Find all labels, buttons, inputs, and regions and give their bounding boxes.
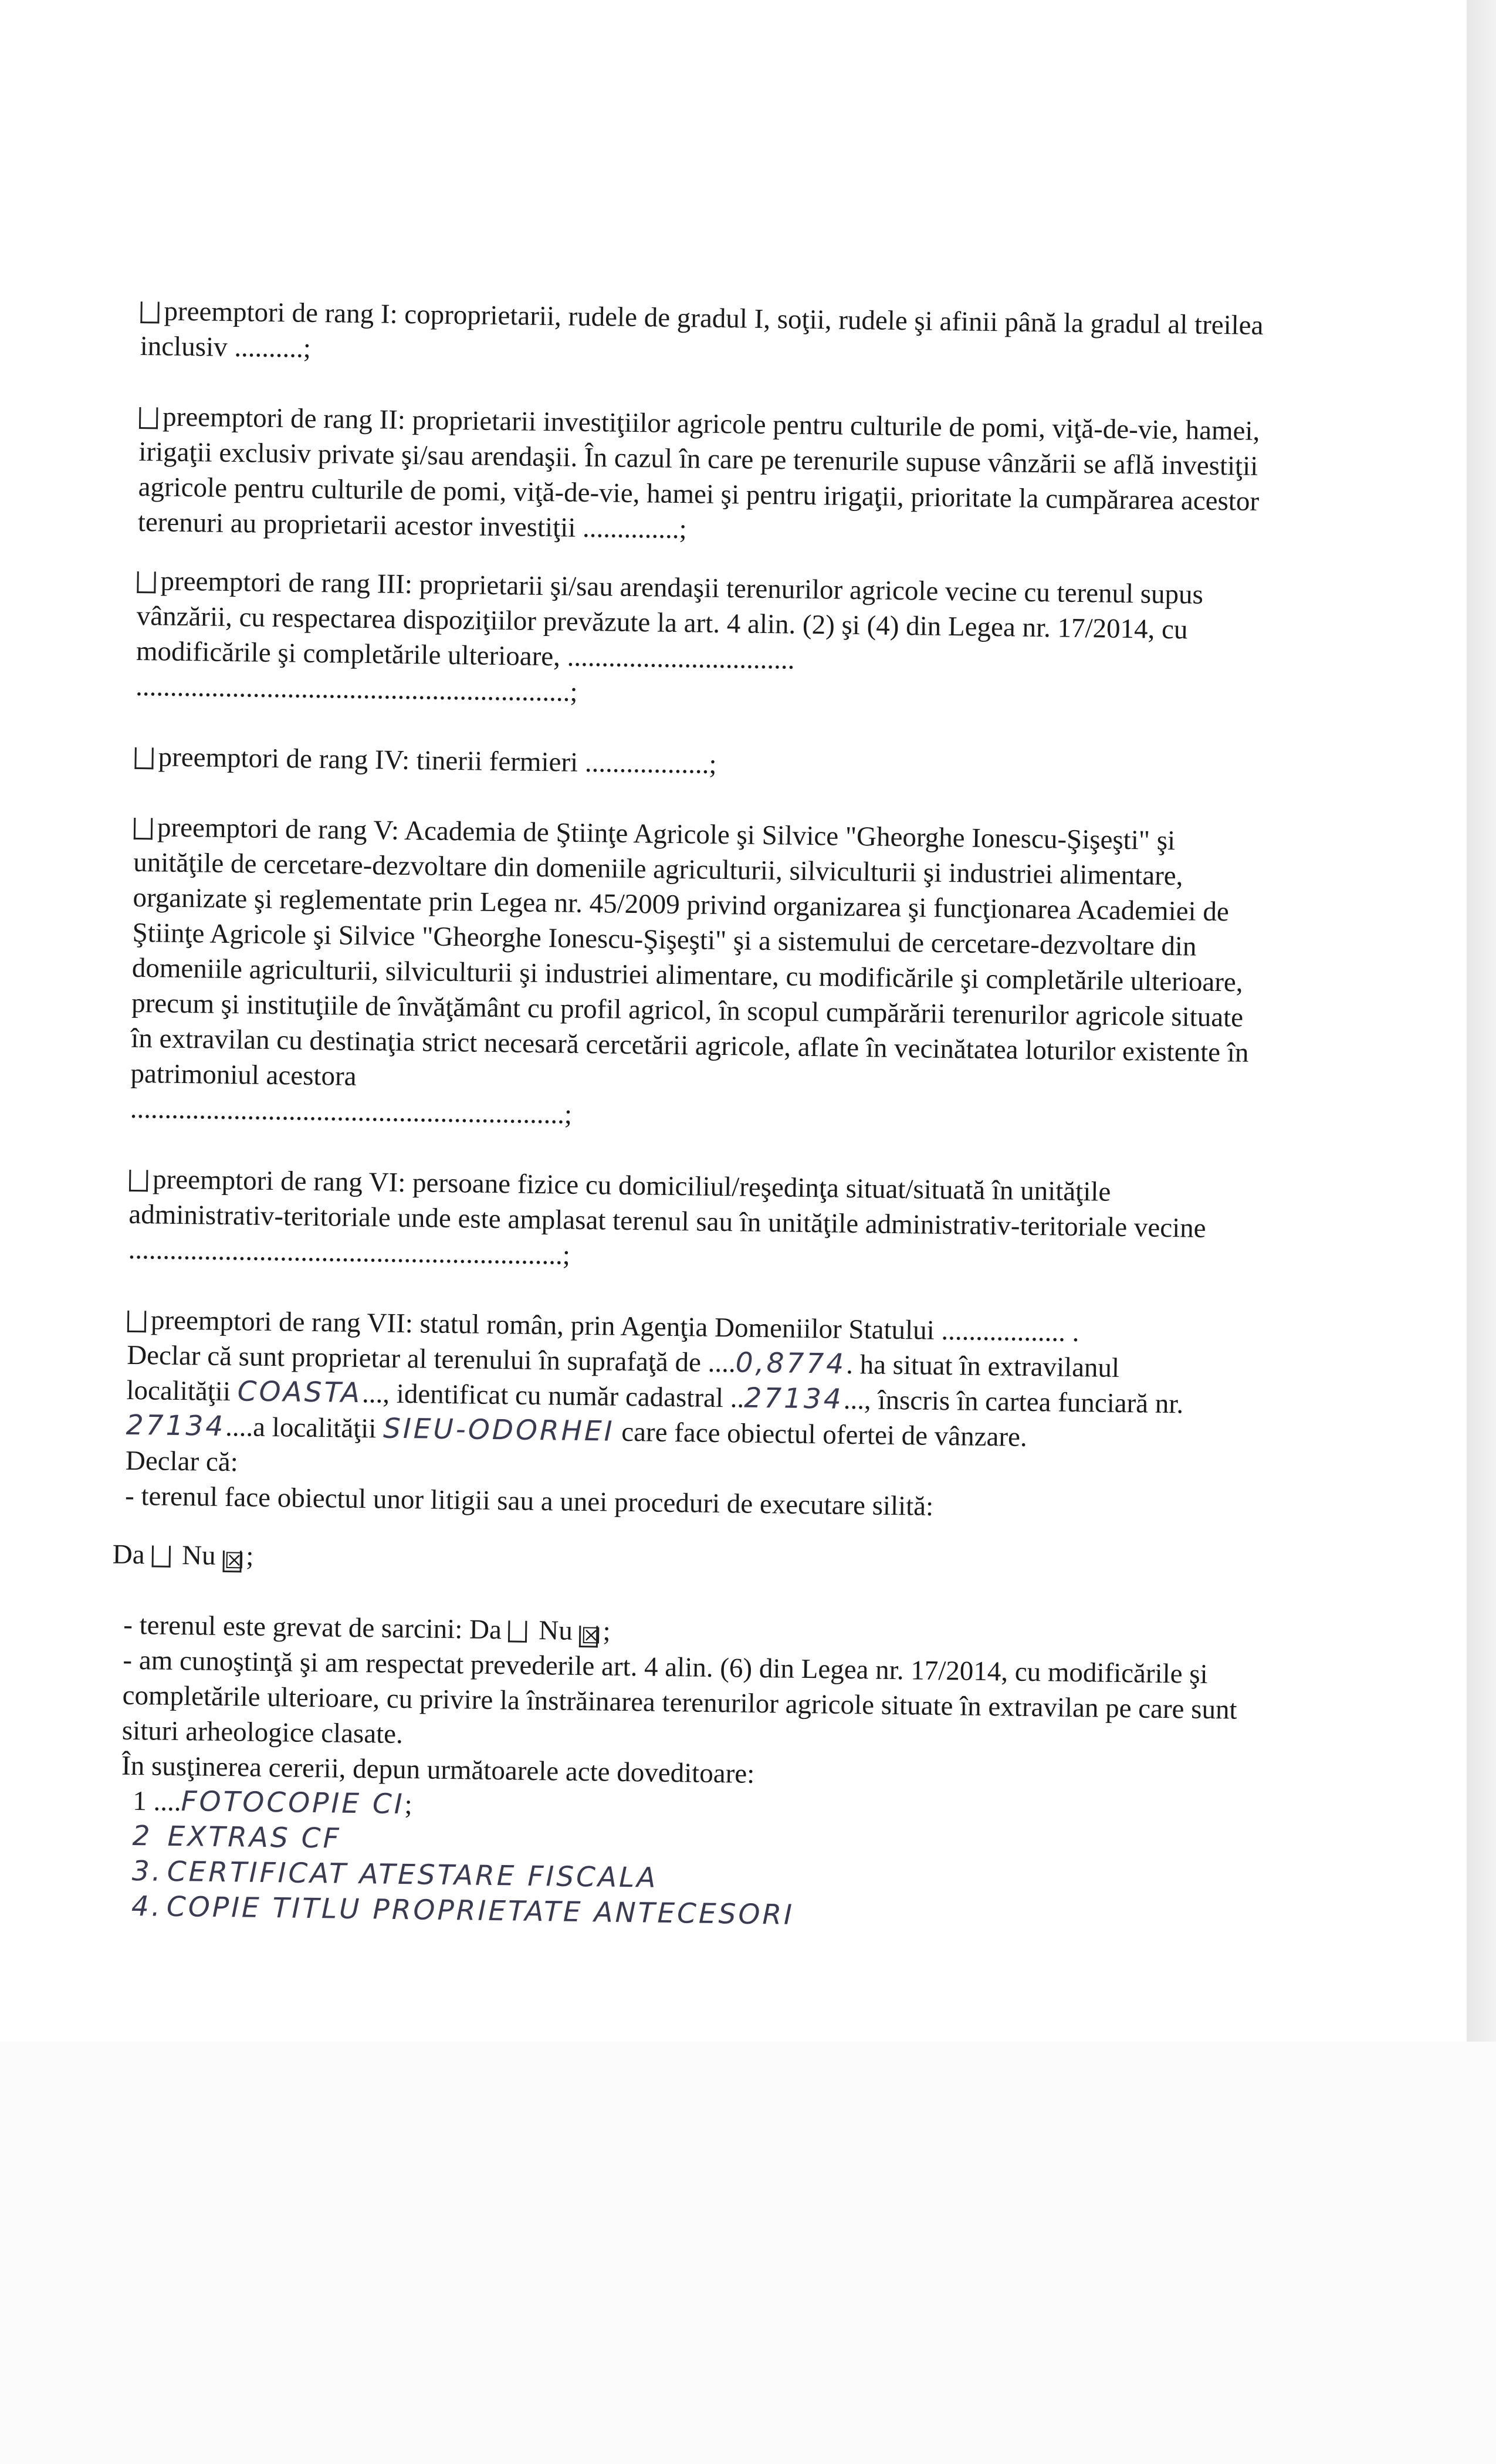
document-text: EXTRAS CF [167,1820,341,1855]
rank3-text: preemptori de rang III: proprietarii şi/sau arendaşii terenurilor agricole vecine cu terenul supus vânzării, cu respectarea dispoziţiilor prevăzute la art. 4 alin. (2) şi (4) din Legea nr. 17/2014, cu modificările şi completările ulterioare, ................................. [136,566,1204,675]
cadastral-value[interactable]: 27134 [743,1382,844,1416]
rank5-checkbox[interactable] [134,818,153,840]
rank5-text: preemptori de rang V: Academia de Ştiinţe Agricole şi Silvice "Gheorghe Ionescu-Şişeşti" şi unităţile de cercetare-dezvoltare din domeniile agriculturii, silviculturii şi industriei alimentare, organizate şi reglementate prin Legea nr. 45/2009 privind organizarea şi funcţionarea Academiei de Ştiinţe Agricole şi Silvice "Gheorghe Ionescu-Şişeşti" şi a sistemului de cercetare-dezvoltare din domeniile agriculturii, silviculturii şi industriei alimentare, cu modificările şi completările ulterioare, precum şi instituţiile de învăţământ cu profil agricol, în scopul cumpărării terenurilor agricole situate în extravilan cu destinaţia strict necesară cercetării agricole, aflate în vecinătatea loturilor existente în patrimoniul acestora [130,812,1249,1092]
document-body [112,293,1267,1939]
document-number: 2 [132,1820,153,1853]
documents-list [131,1783,1248,1939]
cf-locality-value[interactable]: SIEU-ODORHEI [383,1412,615,1448]
rank1-checkbox[interactable] [140,302,159,323]
owner-suffix: . ha situat în extravilanul [845,1349,1120,1383]
litigation-da-label: Da [112,1539,145,1571]
rank6-checkbox[interactable] [129,1170,148,1192]
support-text: În susţinerea cererii, depun următoarele acte doveditoare: [121,1750,755,1789]
cf-number-value[interactable]: 27134 [126,1409,226,1443]
page-edge [1467,0,1496,2042]
rank6-dots: ...............................................................; [128,1234,571,1271]
document-item: 1 ....FOTOCOPIE CI; [133,1785,413,1821]
rank4-checkbox[interactable] [134,747,153,769]
litigation-options: Da Nu ☒; [112,1539,254,1574]
cadastral-prefix: ..., identificat cu număr cadastral .. [361,1378,744,1414]
burden-nu-label: Nu [539,1615,573,1646]
rank4-text: preemptori de rang IV: tinerii fermieri ..................; [158,742,717,780]
declar-ca-label: Declar că: [125,1445,239,1478]
rank6-text: preemptori de rang VI: persoane fizice cu domiciliul/reşedinţa situat/situată în unităţile administrativ-teritoriale unde este amplasat terenul sau în unităţile administrativ-teritoriale vecine [128,1164,1206,1244]
rank3-checkbox[interactable] [137,571,155,593]
burden-text: - terenul este grevat de sarcini: Da [123,1609,502,1646]
document-text: COPIE TITLU PROPRIETATE ANTECESORI [166,1890,795,1931]
locality-prefix: localităţii [126,1375,238,1407]
burden-da-checkbox[interactable] [508,1620,527,1642]
locality-value[interactable]: COASTA [237,1375,363,1410]
document-text: FOTOCOPIE CI [181,1785,405,1821]
rank2-text: preemptori de rang II: proprietarii investiţiilor agricole pentru culturile de pomi, viţă-de-vie, hamei, irigaţii exclusiv private şi/sau arendaşii. În cazul în care pe terenurile supuse vânzării se află investiţii agricole pentru culturile de pomi, viţă-de-vie, hamei şi pentru irigaţii, prioritate la cumpărarea acestor terenuri au proprietarii acestor investiţii ..............; [137,401,1260,545]
document-text: CERTIFICAT ATESTARE FISCALA [167,1855,658,1894]
law-text: - am cunoştinţă şi am respectat prevederile art. 4 alin. (6) din Legea nr. 17/2014, cu modificările şi completările ulterioare, cu privire la înstrăinarea terenurilor agricole situate în extravilan pe care sunt situri arheologice clasate. [121,1644,1237,1750]
rank3-dots: ...............................................................; [135,671,578,708]
rank1-paragraph [140,293,1267,378]
cf-prefix: ....a localităţii [225,1412,384,1444]
document-number: 1 .... [133,1786,181,1817]
rank1-text: preemptori de rang I: coproprietarii, rudele de gradul I, soţii, rudele şi afinii până la gradul al treilea inclusiv ..........; [140,296,1264,364]
burden-line: - terenul este grevat de sarcini: Da Nu ☒; [123,1609,611,1649]
litigation-nu-checkbox-checked[interactable]: ☒ [222,1551,241,1572]
rank7-checkbox[interactable] [127,1311,146,1332]
document-number: 3. [131,1855,163,1888]
rank2-checkbox[interactable] [139,407,158,429]
rank3-paragraph [136,563,1264,683]
litigation-da-checkbox[interactable] [151,1545,170,1567]
rank5-paragraph [130,810,1260,1106]
litigation-text: - terenul face obiectul unor litigii sau a unei proceduri de executare silită: [124,1480,934,1522]
owner-prefix: Declar că sunt proprietar al terenului în suprafaţă de .... [126,1339,736,1379]
burden-nu-checkbox-checked[interactable]: ☒ [579,1626,598,1647]
litigation-nu-label: Nu [181,1540,216,1571]
cf-suffix: care face obiectul ofertei de vânzare. [614,1416,1028,1453]
rank5-dots: ...............................................................; [130,1093,573,1130]
area-value[interactable]: 0,8774 [735,1346,847,1380]
rank7-text: preemptori de rang VII: statul român, prin Agenţia Domeniilor Statului .................. . [150,1305,1079,1348]
cadastral-suffix: ..., înscris în cartea funciară nr. [843,1384,1184,1420]
rank2-paragraph [138,399,1266,554]
document-number: 4. [131,1890,163,1923]
